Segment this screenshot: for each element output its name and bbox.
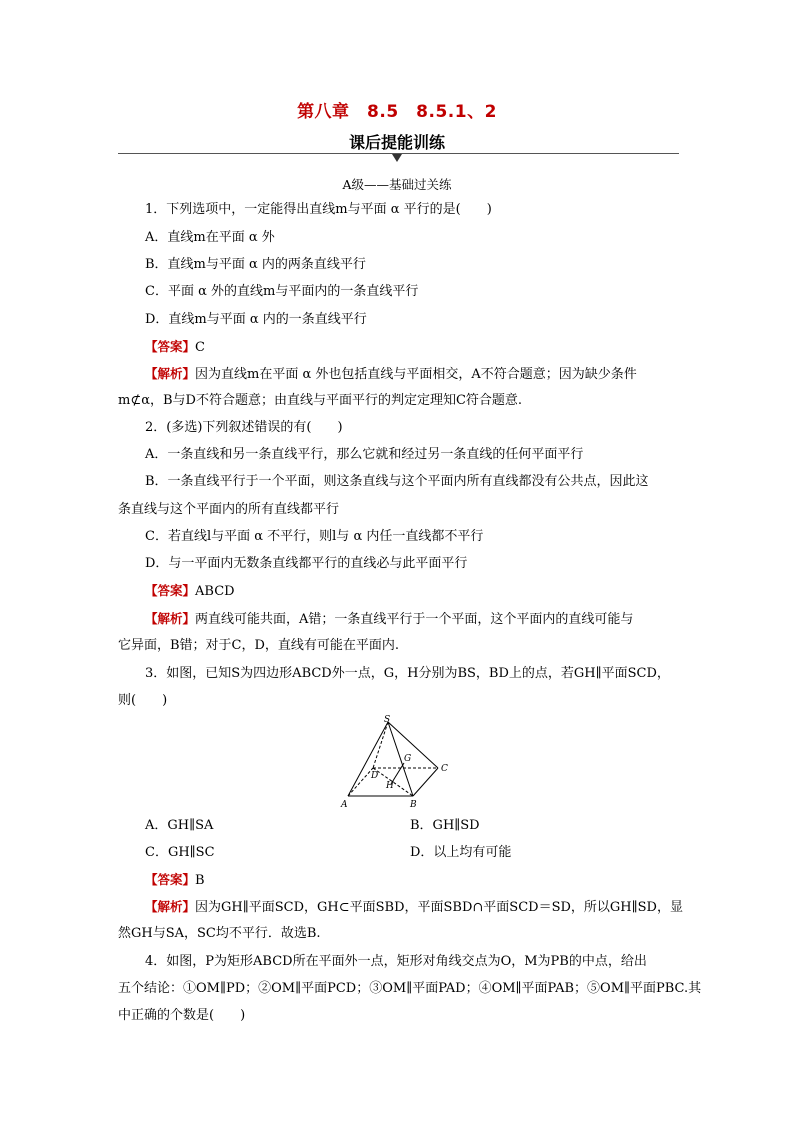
analysis-tag: 【解析】 (145, 611, 196, 626)
q2-option-a: A．一条直线和另一条直线平行，那么它就和经过另一条直线的任何平面平行 (145, 447, 584, 462)
q1-option-d: D．直线m与平面 α 内的一条直线平行 (145, 312, 367, 327)
q2-analysis-line-2: 它异面，B错；对于C，D，直线有可能在平面内. (118, 638, 400, 653)
answer-tag: 【答案】 (145, 583, 196, 598)
q3-stem-line-2: 则( ) (118, 693, 168, 708)
q3-stem-line-1: 3．如图，已知S为四边形ABCD外一点，G，H分别为BS，BD上的点，若GH∥平面SCD， (145, 666, 670, 681)
answer-tag: 【答案】 (145, 339, 196, 354)
analysis-tag: 【解析】 (145, 899, 196, 914)
label-s: S (384, 715, 391, 725)
label-g: G (404, 754, 412, 764)
q1-answer-value: C (195, 340, 205, 355)
label-d: D (371, 771, 379, 781)
q3-answer (145, 871, 205, 890)
edge-bc (413, 768, 438, 796)
q4-stem-line-3: 中正确的个数是( ) (118, 1008, 246, 1023)
answer-tag: 【答案】 (145, 872, 196, 887)
level-heading: A级——基础过关练 (342, 177, 452, 192)
q1-answer (145, 338, 205, 357)
q2-option-c: C．若直线l与平面 α 不平行，则l与 α 内任一直线都不平行 (145, 529, 484, 544)
q3-analysis-line-1: 【解析】因为GH∥平面SCD，GH⊂平面SBD，平面SBD∩平面SCD＝SD，所以GH∥SD，显 (145, 899, 683, 915)
q1-analysis-line-2: m⊄α，B与D不符合题意；由直线与平面平行的判定定理知C符合题意. (118, 393, 523, 408)
q2-option-b-line-1: B．一条直线平行于一个平面，则这条直线与这个平面内所有直线都没有公共点，因此这 (145, 474, 649, 489)
label-a: A (341, 800, 348, 810)
q3-option-b: B．GH∥SD (410, 818, 480, 833)
label-b: B (410, 800, 417, 810)
q2-answer (145, 582, 235, 601)
q3-option-c: C．GH∥SC (145, 845, 215, 860)
q2-option-b-line-2: 条直线与这个平面内的所有直线都平行 (118, 502, 340, 517)
q3-analysis-line-2: 然GH与SA，SC均不平行．故选B. (118, 926, 321, 941)
edge-sa (348, 722, 388, 796)
triangle-marker-icon (392, 154, 402, 162)
q4-stem-line-1: 4．如图，P为矩形ABCD所在平面外一点，矩形对角线交点为O，M为PB的中点，给出 (145, 954, 647, 969)
q2-analysis-line-1: 【解析】两直线可能共面，A错；一条直线平行于一个平面，这个平面内的直线可能与 (145, 611, 634, 627)
page-subtitle: 课后提能训练 (348, 133, 445, 152)
q2-option-d: D．与一平面内无数条直线都平行的直线必与此平面平行 (145, 556, 468, 571)
q4-stem-line-2: 五个结论：①OM∥PD；②OM∥平面PCD；③OM∥平面PAD；④OM∥平面PAB；⑤OM∥平面PBC.其 (118, 981, 702, 996)
q2-stem: 2．(多选)下列叙述错误的有( ) (145, 420, 343, 435)
q1-option-b: B．直线m与平面 α 内的两条直线平行 (145, 257, 366, 272)
q3-option-d: D．以上均有可能 (410, 845, 512, 860)
q3-option-a: A．GH∥SA (145, 818, 214, 833)
analysis-tag: 【解析】 (145, 366, 196, 381)
label-h: H (386, 781, 394, 791)
q1-stem: 1．下列选项中，一定能得出直线m与平面 α 平行的是( ) (145, 202, 492, 217)
q1-analysis-line-1: 【解析】因为直线m在平面 α 外也包括直线与平面相交，A不符合题意；因为缺少条件 (145, 366, 637, 382)
pyramid-figure (338, 712, 458, 810)
label-c: C (441, 764, 448, 774)
q1-option-a: A．直线m在平面 α 外 (145, 230, 275, 245)
q2-answer-value: ABCD (195, 584, 235, 599)
q1-option-c: C．平面 α 外的直线m与平面内的一条直线平行 (145, 284, 419, 299)
q3-answer-value: B (195, 873, 205, 888)
chapter-heading: 第八章 8.5 8.5.1、2 (297, 102, 497, 122)
